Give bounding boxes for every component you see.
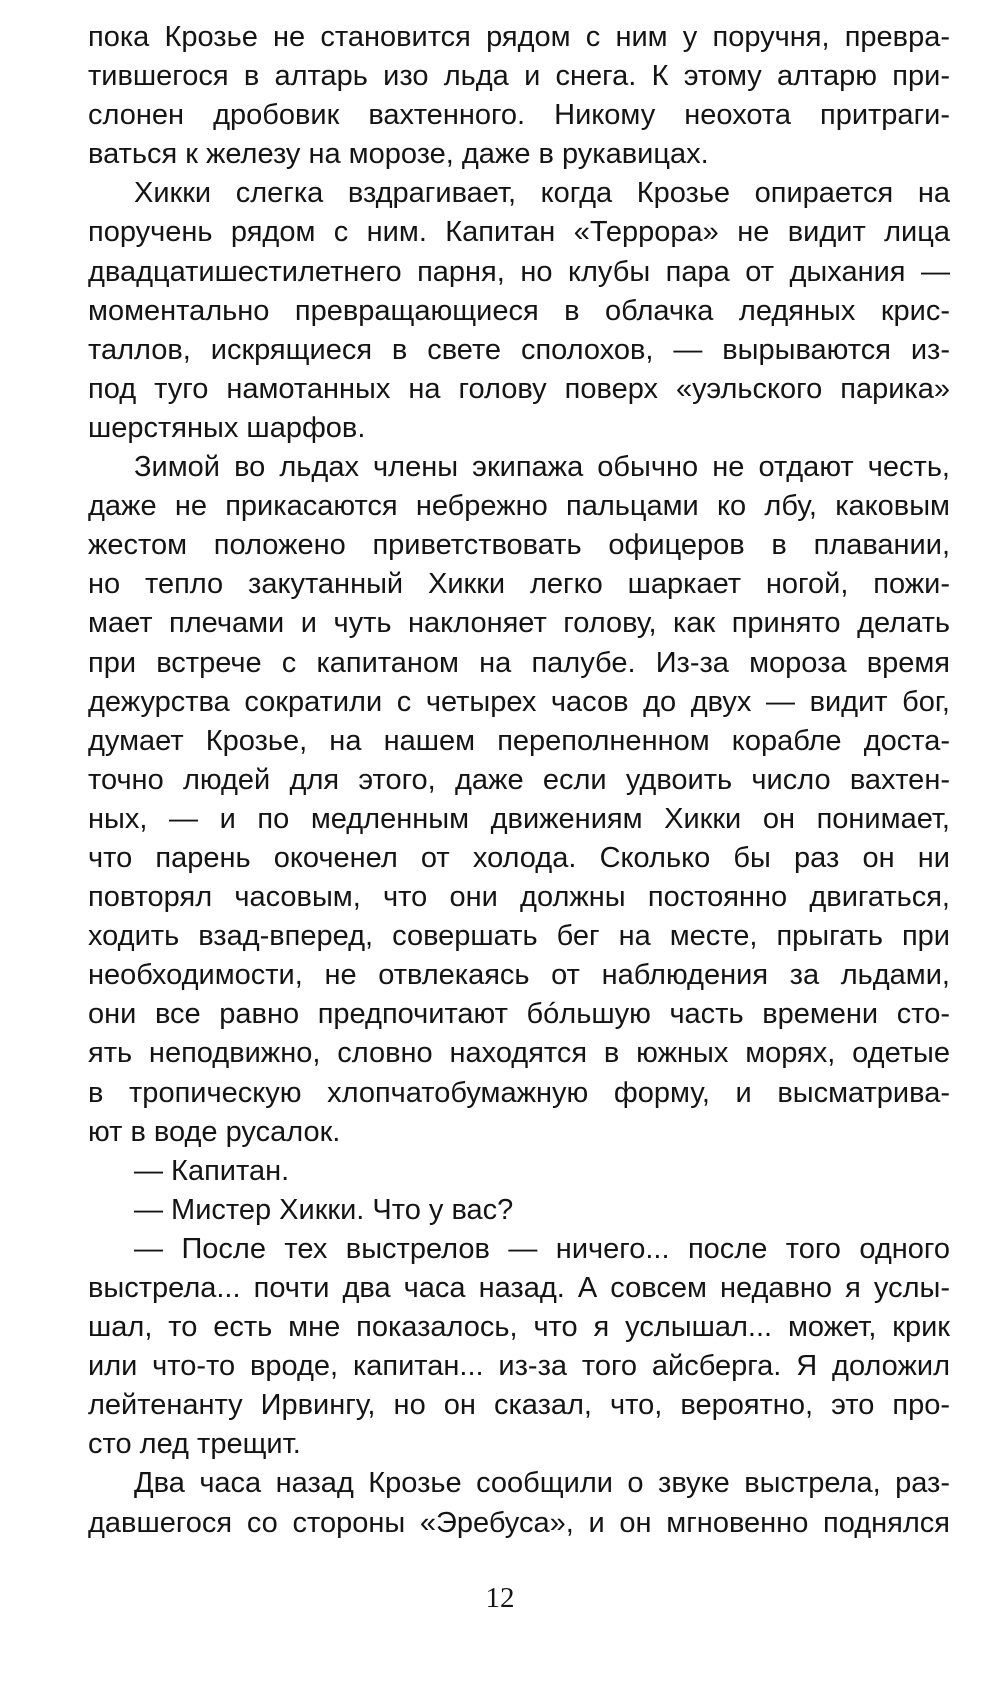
text-line: мает плечами и чуть наклоняет голову, как принято делать [88,607,950,640]
text-line: двадцатишестилетнего парня, но клубы пара от дыхания — [88,255,950,288]
text-line: необходимости, не отвлекаясь от наблюдения за льдами, [88,959,950,992]
text-line: даже не прикасаются небрежно пальцами ко лбу, каковым [88,490,950,523]
text-line: в тропическую хлопчатобумажную форму, и высматрива- [88,1076,950,1109]
page-number: 12 [485,1582,515,1614]
text-line: давшегося со стороны «Эребуса», и он мгновенно поднялся [88,1506,950,1539]
text-line: ют в воде русалок. [88,1115,341,1148]
text-line: тившегося в алтарь изо льда и снега. К этому алтарю при- [88,60,950,93]
text-line: Два часа назад Крозье сообщили о звуке выстрела, раз- [134,1467,950,1500]
text-line: ходить взад-вперед, совершать бег на месте, прыгать при [88,920,950,953]
text-line: таллов, искрящиеся в свете сполохов, — вырываются из- [88,333,950,366]
text-line: под туго намотанных на голову поверх «уэльского парика» [88,372,950,405]
text-line: поручень рядом с ним. Капитан «Террора» не видит лица [88,216,950,249]
body-text [88,18,950,1543]
text-line: ять неподвижно, словно находятся в южных морях, одетые [88,1037,950,1070]
text-line: Хикки слегка вздрагивает, когда Крозье опирается на [134,177,950,210]
text-line: но тепло закутанный Хикки легко шаркает ногой, пожи- [88,568,950,601]
text-line: жестом положено приветствовать офицеров в плавании, [88,529,950,562]
text-line: точно людей для этого, даже если удвоить число вахтен- [88,763,950,796]
text-line: или что-то вроде, капитан... из-за того айсберга. Я доложил [88,1350,950,1383]
text-line: думает Крозье, на нашем переполненном корабле доста- [88,724,950,757]
text-line: — Мистер Хикки. Что у вас? [134,1193,514,1226]
text-line: ных, — и по медленным движениям Хикки он понимает, [88,802,950,835]
text-line: сто лед трещит. [88,1428,301,1461]
text-line: что парень окоченел от холода. Сколько бы раз он ни [88,841,950,874]
text-line: дежурства сократили с четырех часов до двух — видит бог, [88,685,950,718]
text-line: слонен дробовик вахтенного. Никому неохота притраги- [88,99,950,132]
text-line: моментально превращающиеся в облачка ледяных крис- [88,294,950,327]
text-line: пока Крозье не становится рядом с ним у поручня, превра- [88,21,950,53]
text-line: выстрела... почти два часа назад. А совсем недавно я услы- [88,1272,950,1304]
text-line: лейтенанту Ирвингу, но он сказал, что, вероятно, это про- [88,1389,950,1422]
text-line: шал, то есть мне показалось, что я услышал... может, крик [88,1311,950,1344]
text-line: ваться к железу на морозе, даже в рукавицах. [88,138,709,171]
text-line: они все равно предпочитают бóльшую часть времени сто- [88,998,950,1031]
text-line: Зимой во льдах члены экипажа обычно не отдают честь, [134,451,950,484]
text-line: при встрече с капитаном на палубе. Из-за мороза время [88,646,950,679]
text-line: — Капитан. [134,1154,290,1187]
text-line: шерстяных шарфов. [88,411,366,444]
text-line: повторял часовым, что они должны постоянно двигаться, [88,881,950,914]
text-line: — После тех выстрелов — ничего... после того одного [134,1232,950,1265]
